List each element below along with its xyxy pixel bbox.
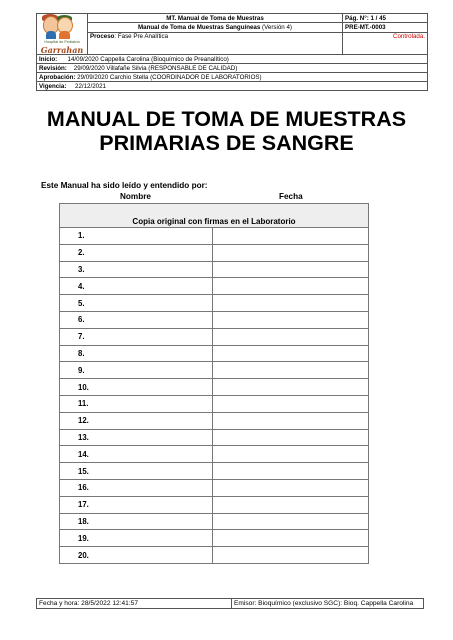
- row-number: 10.: [60, 379, 213, 396]
- row-number: 18.: [60, 513, 213, 530]
- table-row: [60, 395, 369, 412]
- signature-cell[interactable]: [213, 412, 369, 429]
- proceso-value: : Fase Pre Analítica: [114, 32, 169, 40]
- signature-cell[interactable]: [213, 463, 369, 480]
- row-number: 6.: [60, 311, 213, 328]
- footer-datetime: Fecha y hora: 28/5/2022 12:41:57: [37, 599, 232, 609]
- inicio-value: 14/09/2020 Cappella Carolina (Bioquímico de Preanalítico): [67, 55, 229, 63]
- inicio-row: [37, 55, 428, 64]
- row-number: 7.: [60, 328, 213, 345]
- table-row: [60, 513, 369, 530]
- signature-cell[interactable]: [213, 295, 369, 312]
- signature-cell[interactable]: [213, 379, 369, 396]
- revision-label: Revisión:: [39, 64, 67, 72]
- signature-cell[interactable]: [213, 311, 369, 328]
- table-row: [60, 362, 369, 379]
- proceso-cell: [88, 32, 343, 54]
- manual-name: Manual de Toma de Muestras Sanguíneas: [138, 24, 261, 32]
- vigencia-row: [37, 82, 428, 91]
- document-footer: [36, 598, 424, 609]
- column-header-fecha: Fecha: [279, 192, 303, 201]
- signature-cell[interactable]: [213, 228, 369, 245]
- table-row: [60, 496, 369, 513]
- aprobacion-value: 29/09/2020 Carchio Stella (COORDINADOR DE LABORATORIOS): [77, 73, 262, 81]
- signature-cell[interactable]: [213, 395, 369, 412]
- vigencia-value: 22/12/2021: [75, 82, 106, 90]
- proceso-label: Proceso: [90, 32, 115, 40]
- row-number: 15.: [60, 463, 213, 480]
- inicio-label: Inicio:: [39, 55, 58, 63]
- page-title: [0, 107, 453, 155]
- column-header-nombre: Nombre: [120, 192, 151, 201]
- row-number: 16.: [60, 479, 213, 496]
- row-number: 14.: [60, 446, 213, 463]
- table-row: [60, 530, 369, 547]
- table-row: [60, 244, 369, 261]
- signature-cell[interactable]: [213, 547, 369, 564]
- row-number: 3.: [60, 261, 213, 278]
- table-row: [60, 311, 369, 328]
- row-number: 5.: [60, 295, 213, 312]
- signature-cell[interactable]: [213, 328, 369, 345]
- status-badge: Controlada.: [343, 32, 428, 54]
- table-row: [60, 479, 369, 496]
- table-row: [60, 328, 369, 345]
- row-number: 9.: [60, 362, 213, 379]
- row-number: 4.: [60, 278, 213, 295]
- table-row: [60, 429, 369, 446]
- signature-cell[interactable]: [213, 244, 369, 261]
- signature-cell[interactable]: [213, 362, 369, 379]
- row-number: 1.: [60, 228, 213, 245]
- table-row: [60, 278, 369, 295]
- hospital-name: Garrahan: [40, 45, 84, 55]
- table-row: [60, 261, 369, 278]
- row-number: 20.: [60, 547, 213, 564]
- row-number: 19.: [60, 530, 213, 547]
- revision-row: [37, 64, 428, 73]
- row-number: 8.: [60, 345, 213, 362]
- row-number: 17.: [60, 496, 213, 513]
- table-row: [60, 446, 369, 463]
- manual-version: (Versión 4): [262, 24, 292, 32]
- signature-table-caption: Copia original con firmas en el Laboratorio: [60, 204, 369, 228]
- doc-code: PRE-MT.-0003: [343, 23, 428, 32]
- document-header: [36, 13, 428, 91]
- row-number: 13.: [60, 429, 213, 446]
- hospital-logo: [37, 14, 88, 55]
- signature-table: [59, 203, 369, 564]
- revision-value: 29/09/2020 Villafañe Silvia (RESPONSABLE DE CALIDAD): [73, 64, 238, 72]
- table-row: [60, 463, 369, 480]
- signature-cell[interactable]: [213, 261, 369, 278]
- row-number: 2.: [60, 244, 213, 261]
- signature-cell[interactable]: [213, 446, 369, 463]
- aprobacion-row: [37, 73, 428, 82]
- page-number: Pág. N°: 1 / 45: [343, 14, 428, 23]
- table-row: [60, 379, 369, 396]
- manual-name-cell: [88, 23, 343, 32]
- table-row: [60, 345, 369, 362]
- signature-cell[interactable]: [213, 278, 369, 295]
- vigencia-label: Vigencia:: [39, 82, 67, 90]
- signature-cell[interactable]: [213, 496, 369, 513]
- signature-cell[interactable]: [213, 429, 369, 446]
- table-row: [60, 295, 369, 312]
- hospital-subtitle: Hospital de Pediatría: [44, 40, 80, 44]
- signature-cell[interactable]: [213, 530, 369, 547]
- title-line-2: PRIMARIAS DE SANGRE: [99, 131, 354, 155]
- doc-title: MT. Manual de Toma de Muestras: [88, 14, 343, 23]
- aprobacion-label: Aprobación:: [39, 73, 76, 81]
- footer-emisor: Emisor: Bioquímico (exclusivo SGC): Bioq. Cappella Carolina: [232, 599, 424, 609]
- table-row: [60, 547, 369, 564]
- signature-cell[interactable]: [213, 513, 369, 530]
- title-line-1: MANUAL DE TOMA DE MUESTRAS: [46, 107, 407, 131]
- understood-statement: Este Manual ha sido leído y entendido por:: [41, 181, 208, 190]
- row-number: 12.: [60, 412, 213, 429]
- signature-cell[interactable]: [213, 345, 369, 362]
- table-row: [60, 228, 369, 245]
- signature-cell[interactable]: [213, 479, 369, 496]
- row-number: 11.: [60, 395, 213, 412]
- table-row: [60, 412, 369, 429]
